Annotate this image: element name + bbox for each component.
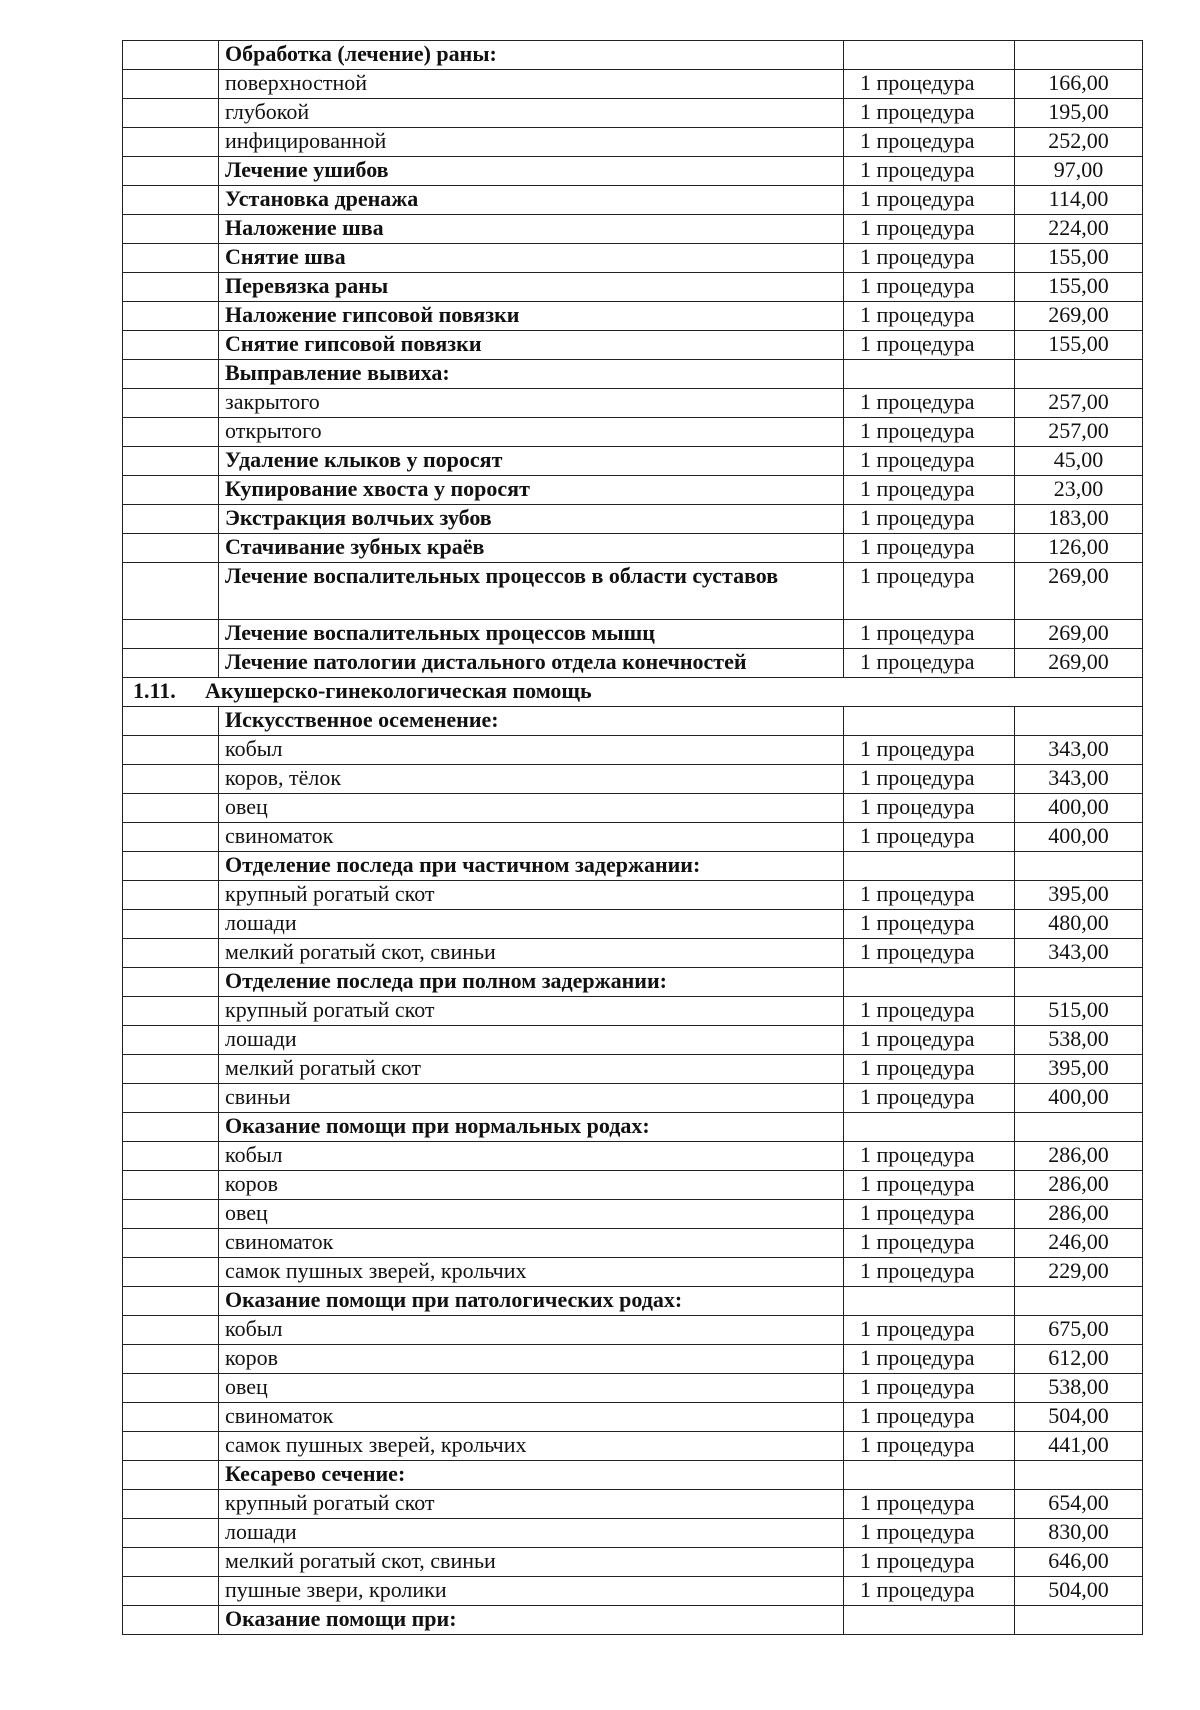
row-number-cell (123, 823, 219, 852)
service-name-cell: инфицированной (219, 128, 844, 157)
price-cell: 257,00 (1015, 418, 1143, 447)
table-row (123, 1229, 1143, 1258)
unit-cell: 1 процедура (844, 794, 1015, 823)
service-name-cell: Наложение шва (219, 215, 844, 244)
table-row (123, 157, 1143, 186)
table-row (123, 1577, 1143, 1606)
table-row (123, 1316, 1143, 1345)
price-cell: 400,00 (1015, 794, 1143, 823)
price-table (122, 40, 1143, 1635)
unit-cell: 1 процедура (844, 881, 1015, 910)
group-header-row (123, 1461, 1143, 1490)
unit-cell (844, 1287, 1015, 1316)
service-name-cell: глубокой (219, 99, 844, 128)
row-number-cell (123, 273, 219, 302)
unit-cell: 1 процедура (844, 331, 1015, 360)
row-number-cell (123, 505, 219, 534)
row-number-cell (123, 1461, 219, 1490)
row-number-cell (123, 534, 219, 563)
service-name-cell: кобыл (219, 736, 844, 765)
table-row (123, 186, 1143, 215)
price-cell: 257,00 (1015, 389, 1143, 418)
group-header-row (123, 852, 1143, 881)
unit-cell: 1 процедура (844, 910, 1015, 939)
service-name-cell: Искусственное осеменение: (219, 707, 844, 736)
price-cell: 400,00 (1015, 823, 1143, 852)
price-cell: 343,00 (1015, 765, 1143, 794)
unit-cell (844, 707, 1015, 736)
price-cell (1015, 707, 1143, 736)
service-name-cell: коров, тёлок (219, 765, 844, 794)
service-name-cell: овец (219, 794, 844, 823)
unit-cell: 1 процедура (844, 186, 1015, 215)
table-row (123, 765, 1143, 794)
price-cell: 246,00 (1015, 1229, 1143, 1258)
price-cell (1015, 1287, 1143, 1316)
service-name-cell: Кесарево сечение: (219, 1461, 844, 1490)
table-row (123, 505, 1143, 534)
row-number-cell (123, 128, 219, 157)
table-row (123, 1026, 1143, 1055)
service-name-cell: Оказание помощи при патологических родах: (219, 1287, 844, 1316)
group-header-row (123, 360, 1143, 389)
price-cell: 400,00 (1015, 1084, 1143, 1113)
price-cell: 126,00 (1015, 534, 1143, 563)
group-header-row (123, 707, 1143, 736)
service-name-cell: Лечение воспалительных процессов в области суставов (219, 563, 844, 620)
table-row (123, 939, 1143, 968)
service-name-cell: Снятие шва (219, 244, 844, 273)
unit-cell: 1 процедура (844, 1316, 1015, 1345)
table-row (123, 302, 1143, 331)
unit-cell: 1 процедура (844, 534, 1015, 563)
unit-cell: 1 процедура (844, 1229, 1015, 1258)
row-number-cell (123, 563, 219, 620)
price-cell: 229,00 (1015, 1258, 1143, 1287)
table-row (123, 1345, 1143, 1374)
unit-cell (844, 1606, 1015, 1635)
table-row (123, 476, 1143, 505)
service-name-cell: поверхностной (219, 70, 844, 99)
service-name-cell: Лечение воспалительных процессов мышц (219, 620, 844, 649)
unit-cell: 1 процедура (844, 70, 1015, 99)
row-number-cell (123, 1200, 219, 1229)
unit-cell: 1 процедура (844, 1084, 1015, 1113)
unit-cell (844, 1113, 1015, 1142)
price-cell: 224,00 (1015, 215, 1143, 244)
price-cell: 646,00 (1015, 1548, 1143, 1577)
row-number-cell (123, 910, 219, 939)
price-cell: 343,00 (1015, 736, 1143, 765)
price-cell (1015, 968, 1143, 997)
service-name-cell: Удаление клыков у поросят (219, 447, 844, 476)
unit-cell (844, 41, 1015, 70)
service-name-cell: Обработка (лечение) раны: (219, 41, 844, 70)
price-cell: 538,00 (1015, 1026, 1143, 1055)
table-row (123, 794, 1143, 823)
row-number-cell (123, 997, 219, 1026)
row-number-cell (123, 331, 219, 360)
row-number-cell (123, 215, 219, 244)
price-cell: 830,00 (1015, 1519, 1143, 1548)
unit-cell: 1 процедура (844, 1374, 1015, 1403)
price-cell: 441,00 (1015, 1432, 1143, 1461)
row-number-cell (123, 939, 219, 968)
table-row (123, 128, 1143, 157)
row-number-cell (123, 707, 219, 736)
table-row (123, 910, 1143, 939)
table-row (123, 1142, 1143, 1171)
table-row (123, 244, 1143, 273)
price-cell (1015, 1461, 1143, 1490)
row-number-cell (123, 1345, 219, 1374)
row-number-cell (123, 244, 219, 273)
unit-cell: 1 процедура (844, 1519, 1015, 1548)
row-number-cell (123, 360, 219, 389)
price-cell: 269,00 (1015, 620, 1143, 649)
price-cell: 504,00 (1015, 1403, 1143, 1432)
price-cell: 97,00 (1015, 157, 1143, 186)
table-row (123, 823, 1143, 852)
service-name-cell: Отделение последа при полном задержании: (219, 968, 844, 997)
service-name-cell: закрытого (219, 389, 844, 418)
unit-cell: 1 процедура (844, 823, 1015, 852)
table-row (123, 1084, 1143, 1113)
service-name-cell: овец (219, 1374, 844, 1403)
unit-cell (844, 968, 1015, 997)
price-cell: 23,00 (1015, 476, 1143, 505)
table-row (123, 1055, 1143, 1084)
group-header-row (123, 1606, 1143, 1635)
unit-cell: 1 процедура (844, 447, 1015, 476)
service-name-cell: Лечение патологии дистального отдела конечностей (219, 649, 844, 678)
unit-cell: 1 процедура (844, 1577, 1015, 1606)
service-name-cell: самок пушных зверей, крольчих (219, 1258, 844, 1287)
service-name-cell: лошади (219, 1026, 844, 1055)
price-cell: 343,00 (1015, 939, 1143, 968)
row-number-cell (123, 1432, 219, 1461)
price-cell: 155,00 (1015, 273, 1143, 302)
price-cell: 395,00 (1015, 881, 1143, 910)
row-number-cell (123, 649, 219, 678)
row-number-cell (123, 41, 219, 70)
row-number-cell (123, 736, 219, 765)
section-title: Акушерско-гинекологическая помощь (205, 678, 592, 703)
section-cell (123, 678, 1143, 707)
row-number-cell (123, 389, 219, 418)
table-row (123, 649, 1143, 678)
row-number-cell (123, 881, 219, 910)
table-row (123, 1403, 1143, 1432)
row-number-cell (123, 1113, 219, 1142)
table-row (123, 1432, 1143, 1461)
table-row (123, 736, 1143, 765)
table-row (123, 1200, 1143, 1229)
table-row (123, 447, 1143, 476)
service-name-cell: свиноматок (219, 1229, 844, 1258)
service-name-cell: лошади (219, 1519, 844, 1548)
group-header-row (123, 968, 1143, 997)
unit-cell: 1 процедура (844, 1432, 1015, 1461)
group-header-row (123, 1287, 1143, 1316)
price-cell: 675,00 (1015, 1316, 1143, 1345)
unit-cell: 1 процедура (844, 99, 1015, 128)
row-number-cell (123, 1229, 219, 1258)
group-header-row (123, 1113, 1143, 1142)
unit-cell: 1 процедура (844, 1490, 1015, 1519)
row-number-cell (123, 476, 219, 505)
price-cell: 286,00 (1015, 1200, 1143, 1229)
row-number-cell (123, 157, 219, 186)
table-row (123, 1171, 1143, 1200)
price-cell: 269,00 (1015, 302, 1143, 331)
row-number-cell (123, 1374, 219, 1403)
table-row (123, 1258, 1143, 1287)
service-name-cell: свиноматок (219, 823, 844, 852)
unit-cell (844, 360, 1015, 389)
table-row (123, 273, 1143, 302)
row-number-cell (123, 1577, 219, 1606)
table-row (123, 997, 1143, 1026)
unit-cell: 1 процедура (844, 418, 1015, 447)
price-cell: 269,00 (1015, 649, 1143, 678)
row-number-cell (123, 1258, 219, 1287)
unit-cell: 1 процедура (844, 215, 1015, 244)
row-number-cell (123, 418, 219, 447)
table-row (123, 389, 1143, 418)
table-row (123, 70, 1143, 99)
price-table-body (123, 41, 1143, 1635)
service-name-cell: мелкий рогатый скот, свиньи (219, 1548, 844, 1577)
row-number-cell (123, 1316, 219, 1345)
service-name-cell: Перевязка раны (219, 273, 844, 302)
price-cell: 195,00 (1015, 99, 1143, 128)
row-number-cell (123, 1084, 219, 1113)
row-number-cell (123, 1490, 219, 1519)
price-cell: 538,00 (1015, 1374, 1143, 1403)
table-row (123, 1548, 1143, 1577)
price-cell: 155,00 (1015, 331, 1143, 360)
price-cell (1015, 1606, 1143, 1635)
price-cell: 252,00 (1015, 128, 1143, 157)
price-cell: 612,00 (1015, 1345, 1143, 1374)
unit-cell: 1 процедура (844, 563, 1015, 620)
unit-cell: 1 процедура (844, 1171, 1015, 1200)
section-number: 1.11. (133, 678, 176, 703)
row-number-cell (123, 765, 219, 794)
table-row (123, 563, 1143, 620)
price-cell: 269,00 (1015, 563, 1143, 620)
unit-cell: 1 процедура (844, 620, 1015, 649)
service-name-cell: лошади (219, 910, 844, 939)
service-name-cell: мелкий рогатый скот (219, 1055, 844, 1084)
row-number-cell (123, 852, 219, 881)
table-row (123, 1490, 1143, 1519)
service-name-cell: Лечение ушибов (219, 157, 844, 186)
unit-cell (844, 1461, 1015, 1490)
price-cell: 166,00 (1015, 70, 1143, 99)
price-cell (1015, 360, 1143, 389)
service-name-cell: Отделение последа при частичном задержании: (219, 852, 844, 881)
service-name-cell: пушные звери, кролики (219, 1577, 844, 1606)
service-name-cell: Выправление вывиха: (219, 360, 844, 389)
table-row (123, 215, 1143, 244)
unit-cell: 1 процедура (844, 1258, 1015, 1287)
table-row (123, 881, 1143, 910)
row-number-cell (123, 1548, 219, 1577)
row-number-cell (123, 1055, 219, 1084)
unit-cell: 1 процедура (844, 1055, 1015, 1084)
service-name-cell: кобыл (219, 1142, 844, 1171)
price-cell: 395,00 (1015, 1055, 1143, 1084)
section-row (123, 678, 1143, 707)
unit-cell: 1 процедура (844, 765, 1015, 794)
service-name-cell: крупный рогатый скот (219, 1490, 844, 1519)
service-name-cell: кобыл (219, 1316, 844, 1345)
unit-cell: 1 процедура (844, 649, 1015, 678)
service-name-cell: Установка дренажа (219, 186, 844, 215)
service-name-cell: коров (219, 1345, 844, 1374)
table-row (123, 1519, 1143, 1548)
row-number-cell (123, 70, 219, 99)
service-name-cell: Купирование хвоста у поросят (219, 476, 844, 505)
price-cell: 155,00 (1015, 244, 1143, 273)
price-cell: 654,00 (1015, 1490, 1143, 1519)
group-header-row (123, 41, 1143, 70)
table-row (123, 99, 1143, 128)
price-cell: 286,00 (1015, 1142, 1143, 1171)
service-name-cell: Оказание помощи при нормальных родах: (219, 1113, 844, 1142)
row-number-cell (123, 620, 219, 649)
unit-cell: 1 процедура (844, 1345, 1015, 1374)
price-cell: 286,00 (1015, 1171, 1143, 1200)
unit-cell: 1 процедура (844, 244, 1015, 273)
service-name-cell: свиноматок (219, 1403, 844, 1432)
service-name-cell: крупный рогатый скот (219, 881, 844, 910)
service-name-cell: крупный рогатый скот (219, 997, 844, 1026)
table-row (123, 1374, 1143, 1403)
row-number-cell (123, 99, 219, 128)
price-cell: 45,00 (1015, 447, 1143, 476)
price-cell (1015, 1113, 1143, 1142)
table-row (123, 331, 1143, 360)
unit-cell: 1 процедура (844, 128, 1015, 157)
table-row (123, 534, 1143, 563)
row-number-cell (123, 1287, 219, 1316)
price-cell (1015, 852, 1143, 881)
service-name-cell: Экстракция волчьих зубов (219, 505, 844, 534)
service-name-cell: Наложение гипсовой повязки (219, 302, 844, 331)
price-cell: 515,00 (1015, 997, 1143, 1026)
row-number-cell (123, 968, 219, 997)
service-name-cell: Оказание помощи при: (219, 1606, 844, 1635)
unit-cell: 1 процедура (844, 505, 1015, 534)
price-cell: 183,00 (1015, 505, 1143, 534)
service-name-cell: коров (219, 1171, 844, 1200)
row-number-cell (123, 1171, 219, 1200)
row-number-cell (123, 1519, 219, 1548)
row-number-cell (123, 1403, 219, 1432)
table-row (123, 620, 1143, 649)
row-number-cell (123, 302, 219, 331)
unit-cell: 1 процедура (844, 1548, 1015, 1577)
unit-cell: 1 процедура (844, 939, 1015, 968)
unit-cell: 1 процедура (844, 1026, 1015, 1055)
unit-cell: 1 процедура (844, 1200, 1015, 1229)
price-cell: 504,00 (1015, 1577, 1143, 1606)
unit-cell: 1 процедура (844, 302, 1015, 331)
row-number-cell (123, 1142, 219, 1171)
service-name-cell: овец (219, 1200, 844, 1229)
row-number-cell (123, 794, 219, 823)
service-name-cell: Снятие гипсовой повязки (219, 331, 844, 360)
unit-cell: 1 процедура (844, 736, 1015, 765)
unit-cell: 1 процедура (844, 997, 1015, 1026)
table-row (123, 418, 1143, 447)
unit-cell: 1 процедура (844, 1403, 1015, 1432)
price-cell: 480,00 (1015, 910, 1143, 939)
row-number-cell (123, 186, 219, 215)
service-name-cell: самок пушных зверей, крольчих (219, 1432, 844, 1461)
unit-cell: 1 процедура (844, 389, 1015, 418)
unit-cell: 1 процедура (844, 476, 1015, 505)
price-cell: 114,00 (1015, 186, 1143, 215)
unit-cell (844, 852, 1015, 881)
service-name-cell: свиньи (219, 1084, 844, 1113)
service-name-cell: Стачивание зубных краёв (219, 534, 844, 563)
row-number-cell (123, 1026, 219, 1055)
row-number-cell (123, 1606, 219, 1635)
price-cell (1015, 41, 1143, 70)
unit-cell: 1 процедура (844, 273, 1015, 302)
row-number-cell (123, 447, 219, 476)
service-name-cell: мелкий рогатый скот, свиньи (219, 939, 844, 968)
service-name-cell: открытого (219, 418, 844, 447)
unit-cell: 1 процедура (844, 1142, 1015, 1171)
unit-cell: 1 процедура (844, 157, 1015, 186)
